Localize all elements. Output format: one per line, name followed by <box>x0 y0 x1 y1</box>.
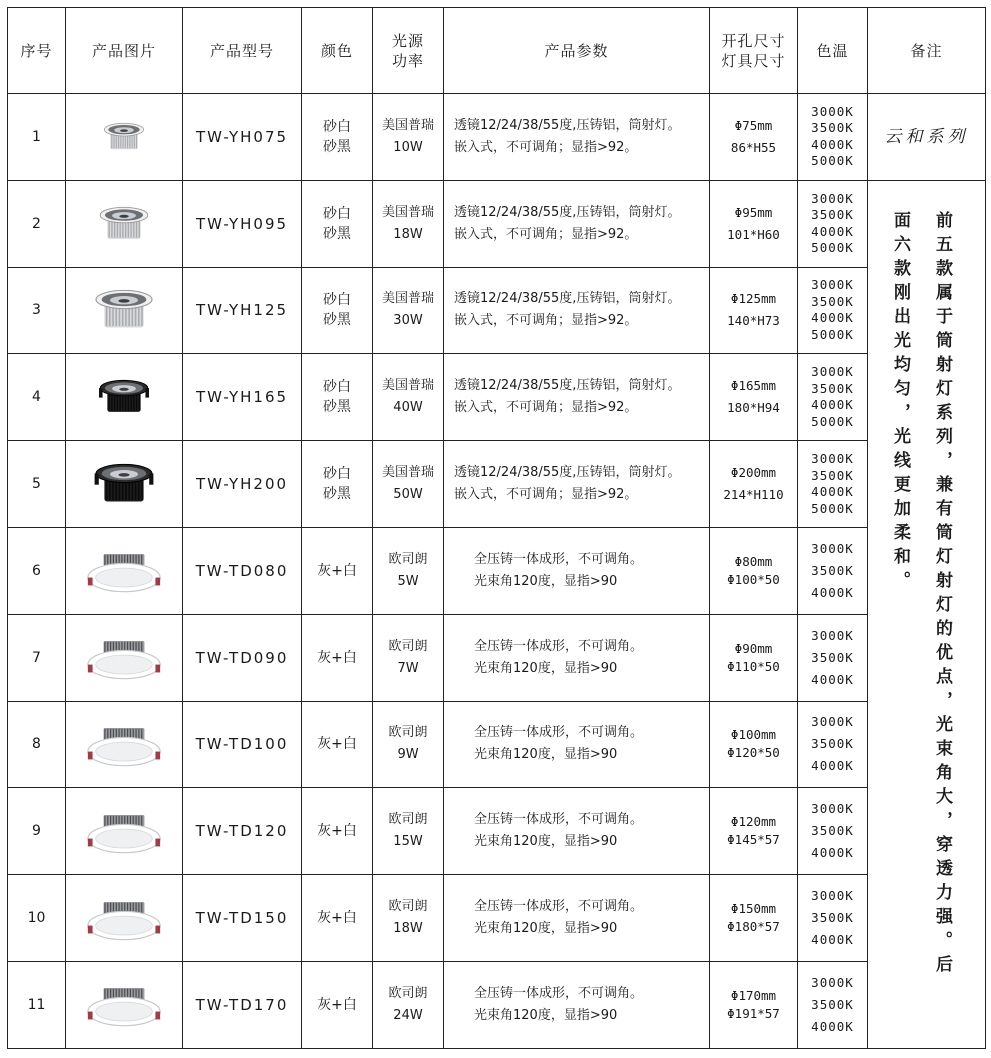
cct-value: 3000K <box>811 190 854 206</box>
cct-value: 3500K <box>811 910 854 926</box>
light-source-brand: 美国普瑞 <box>381 378 434 394</box>
color-option: 灰+白 <box>317 736 357 753</box>
remark-text: 前五款属于筒射灯系列，兼有筒灯射灯的优点，光束角大，穿透力强。后面六款刚出光均匀，光线更加柔和。 <box>890 210 952 979</box>
cct-value: 3500K <box>811 736 854 752</box>
cct-value: 3000K <box>811 451 854 467</box>
fixture-dimension: Φ120*50 <box>727 745 780 761</box>
product-model: TW-TD170 <box>183 961 302 1048</box>
fixture-dimension: Φ100*50 <box>727 571 780 587</box>
param-line: 透镜12/24/38/55度,压铸铝，筒射灯。 <box>454 204 681 220</box>
header-size-line2: 灯具尺寸 <box>721 51 786 70</box>
cct-value: 5000K <box>811 413 854 429</box>
power-value: 18W <box>393 921 423 937</box>
color-option: 砂白 <box>323 379 351 396</box>
cct-value: 3500K <box>811 293 854 309</box>
table-row <box>8 961 986 1048</box>
header-note: 备注 <box>868 8 986 94</box>
row-index: 10 <box>8 875 66 962</box>
fixture-dimension: Φ145*57 <box>727 832 780 848</box>
row-index: 6 <box>8 527 66 614</box>
product-picture-icon <box>79 717 169 772</box>
color-option: 砂白 <box>323 466 351 483</box>
light-source-brand: 美国普瑞 <box>381 117 434 133</box>
cct-value: 4000K <box>811 932 854 948</box>
table-row <box>8 614 986 701</box>
cct-value: 3000K <box>811 540 854 556</box>
table-row <box>8 441 986 528</box>
param-line: 嵌入式，不可调角；显指>92。 <box>454 226 638 242</box>
product-picture <box>66 94 183 181</box>
header-model: 产品型号 <box>183 8 302 94</box>
param-line: 光束角120度，显指>90 <box>474 573 618 589</box>
cct-value: 4000K <box>811 671 854 687</box>
cutout-size <box>710 354 798 441</box>
color-option: 砂白 <box>323 118 351 135</box>
table-row <box>8 267 986 354</box>
table-row <box>8 527 986 614</box>
cct-value: 3000K <box>811 103 854 119</box>
row-index: 4 <box>8 354 66 441</box>
product-color <box>302 875 373 962</box>
table-row <box>8 701 986 788</box>
cct-value: 3500K <box>811 207 854 223</box>
light-source-power <box>373 527 444 614</box>
fixture-dimension: 140*H73 <box>727 313 780 329</box>
product-color <box>302 180 373 267</box>
remark-note <box>868 180 986 1048</box>
color-option: 砂黑 <box>323 138 351 155</box>
product-picture-icon <box>89 280 159 340</box>
row-index: 7 <box>8 614 66 701</box>
power-value: 30W <box>393 313 423 329</box>
fixture-dimension: Φ180*57 <box>727 919 780 935</box>
light-source-power <box>373 180 444 267</box>
light-source-power <box>373 614 444 701</box>
light-source-power <box>373 267 444 354</box>
product-params <box>444 875 710 962</box>
product-color <box>302 94 373 181</box>
cutout-diameter: Φ200mm <box>730 465 777 481</box>
row-index: 8 <box>8 701 66 788</box>
table-row <box>8 180 986 267</box>
color-temperature <box>798 94 868 181</box>
light-source-brand: 欧司朗 <box>388 899 428 915</box>
product-picture <box>66 701 183 788</box>
row-index: 5 <box>8 441 66 528</box>
power-value: 15W <box>393 834 423 850</box>
light-source-power <box>373 961 444 1048</box>
cct-value: 3000K <box>811 714 854 730</box>
row-index: 2 <box>8 180 66 267</box>
product-color <box>302 527 373 614</box>
header-color: 颜色 <box>302 8 373 94</box>
cct-value: 4000K <box>811 758 854 774</box>
table-row <box>8 94 986 181</box>
table-row <box>8 354 986 441</box>
product-params <box>444 701 710 788</box>
power-value: 50W <box>393 487 423 503</box>
cct-value: 3000K <box>811 888 854 904</box>
cct-value: 3000K <box>811 627 854 643</box>
param-line: 透镜12/24/38/55度,压铸铝，筒射灯。 <box>454 465 681 481</box>
cutout-size <box>710 614 798 701</box>
cct-value: 4000K <box>811 310 854 326</box>
light-source-brand: 欧司朗 <box>388 985 428 1001</box>
param-line: 透镜12/24/38/55度,压铸铝，筒射灯。 <box>454 117 681 133</box>
power-value: 5W <box>397 573 419 589</box>
fixture-dimension: Φ191*57 <box>727 1005 780 1021</box>
cct-value: 4000K <box>811 1018 854 1034</box>
table-row <box>8 875 986 962</box>
product-picture-icon <box>89 367 159 427</box>
color-temperature <box>798 354 868 441</box>
light-source-power <box>373 788 444 875</box>
cct-value: 4000K <box>811 397 854 413</box>
param-line: 嵌入式，不可调角；显指>92。 <box>454 313 638 329</box>
fixture-dimension: 180*H94 <box>727 400 780 416</box>
color-option: 砂黑 <box>323 312 351 329</box>
table-row <box>8 788 986 875</box>
product-picture <box>66 961 183 1048</box>
param-line: 全压铸一体成形，不可调角。 <box>474 551 644 567</box>
product-picture-icon <box>79 543 169 598</box>
color-option: 砂黑 <box>323 486 351 503</box>
product-spec-table <box>7 7 986 1049</box>
light-source-power <box>373 875 444 962</box>
product-model: TW-YH095 <box>183 180 302 267</box>
light-source-brand: 欧司朗 <box>388 638 428 654</box>
color-temperature <box>798 527 868 614</box>
product-model: TW-YH200 <box>183 441 302 528</box>
cct-value: 3500K <box>811 823 854 839</box>
product-picture-icon <box>79 804 169 859</box>
cutout-diameter: Φ75mm <box>734 117 773 133</box>
color-temperature <box>798 875 868 962</box>
power-value: 10W <box>393 139 423 155</box>
cutout-diameter: Φ100mm <box>730 727 777 743</box>
cct-value: 3500K <box>811 649 854 665</box>
param-line: 嵌入式，不可调角；显指>92。 <box>454 400 638 416</box>
cct-value: 3500K <box>811 380 854 396</box>
param-line: 全压铸一体成形，不可调角。 <box>474 725 644 741</box>
product-params <box>444 788 710 875</box>
color-temperature <box>798 441 868 528</box>
param-line: 全压铸一体成形，不可调角。 <box>474 812 644 828</box>
product-picture-icon <box>89 454 159 514</box>
cct-value: 5000K <box>811 500 854 516</box>
product-params <box>444 441 710 528</box>
param-line: 光束角120度，显指>90 <box>474 660 618 676</box>
product-color <box>302 788 373 875</box>
fixture-dimension: 86*H55 <box>730 139 777 155</box>
cct-value: 5000K <box>811 240 854 256</box>
param-line: 全压铸一体成形，不可调角。 <box>474 638 644 654</box>
header-size <box>710 8 798 94</box>
row-index: 11 <box>8 961 66 1048</box>
product-color <box>302 961 373 1048</box>
cct-value: 4000K <box>811 845 854 861</box>
color-option: 灰+白 <box>317 649 357 666</box>
product-picture <box>66 875 183 962</box>
cct-value: 3000K <box>811 974 854 990</box>
cct-value: 3500K <box>811 467 854 483</box>
color-option: 砂白 <box>323 205 351 222</box>
cct-value: 3500K <box>811 120 854 136</box>
product-picture-icon <box>79 891 169 946</box>
cutout-diameter: Φ95mm <box>734 204 773 220</box>
cutout-size <box>710 527 798 614</box>
color-temperature <box>798 267 868 354</box>
cct-value: 5000K <box>811 153 854 169</box>
product-model: TW-TD150 <box>183 875 302 962</box>
power-value: 18W <box>393 226 423 242</box>
header-params: 产品参数 <box>444 8 710 94</box>
cutout-size <box>710 961 798 1048</box>
product-picture-icon <box>89 194 159 254</box>
color-option: 灰+白 <box>317 823 357 840</box>
cct-value: 3000K <box>811 801 854 817</box>
product-params <box>444 614 710 701</box>
color-temperature <box>798 788 868 875</box>
color-option: 灰+白 <box>317 562 357 579</box>
header-power-line2: 功率 <box>391 51 424 70</box>
cutout-diameter: Φ165mm <box>730 378 777 394</box>
product-model: TW-TD080 <box>183 527 302 614</box>
header-row <box>8 8 986 94</box>
color-temperature <box>798 701 868 788</box>
product-picture <box>66 441 183 528</box>
cct-value: 4000K <box>811 484 854 500</box>
cutout-diameter: Φ80mm <box>734 553 773 569</box>
light-source-power <box>373 94 444 181</box>
product-model: TW-YH125 <box>183 267 302 354</box>
param-line: 光束角120度，显指>90 <box>474 834 618 850</box>
color-option: 灰+白 <box>317 996 357 1013</box>
product-picture <box>66 180 183 267</box>
product-picture <box>66 354 183 441</box>
product-params <box>444 527 710 614</box>
cct-value: 4000K <box>811 223 854 239</box>
product-model: TW-TD120 <box>183 788 302 875</box>
product-picture <box>66 614 183 701</box>
power-value: 9W <box>397 747 419 763</box>
cutout-diameter: Φ120mm <box>730 814 777 830</box>
color-temperature <box>798 614 868 701</box>
power-value: 24W <box>393 1007 423 1023</box>
header-index: 序号 <box>8 8 66 94</box>
product-color <box>302 441 373 528</box>
power-value: 7W <box>397 660 419 676</box>
product-params <box>444 267 710 354</box>
power-value: 40W <box>393 400 423 416</box>
param-line: 光束角120度，显指>90 <box>474 921 618 937</box>
product-model: TW-TD090 <box>183 614 302 701</box>
header-size-line1: 开孔尺寸 <box>721 31 786 50</box>
product-model: TW-YH165 <box>183 354 302 441</box>
cct-value: 5000K <box>811 326 854 342</box>
product-params <box>444 94 710 181</box>
header-picture: 产品图片 <box>66 8 183 94</box>
product-color <box>302 267 373 354</box>
header-power <box>373 8 444 94</box>
product-picture-icon <box>89 107 159 167</box>
cutout-diameter: Φ170mm <box>730 987 777 1003</box>
product-picture <box>66 788 183 875</box>
cct-value: 3000K <box>811 277 854 293</box>
product-picture-icon <box>79 630 169 685</box>
product-model: TW-YH075 <box>183 94 302 181</box>
row-index: 9 <box>8 788 66 875</box>
light-source-brand: 欧司朗 <box>388 725 428 741</box>
light-source-brand: 美国普瑞 <box>381 291 434 307</box>
product-picture <box>66 267 183 354</box>
light-source-brand: 美国普瑞 <box>381 204 434 220</box>
light-source-power <box>373 441 444 528</box>
cct-value: 3000K <box>811 364 854 380</box>
cutout-size <box>710 788 798 875</box>
product-params <box>444 961 710 1048</box>
param-line: 嵌入式，不可调角；显指>92。 <box>454 139 638 155</box>
param-line: 全压铸一体成形，不可调角。 <box>474 985 644 1001</box>
cct-value: 3500K <box>811 562 854 578</box>
color-option: 砂白 <box>323 292 351 309</box>
product-color <box>302 701 373 788</box>
product-params <box>444 354 710 441</box>
cutout-diameter: Φ150mm <box>730 901 777 917</box>
param-line: 光束角120度，显指>90 <box>474 747 618 763</box>
fixture-dimension: 214*H110 <box>723 487 784 503</box>
row-index: 1 <box>8 94 66 181</box>
fixture-dimension: 101*H60 <box>727 226 780 242</box>
param-line: 透镜12/24/38/55度,压铸铝，筒射灯。 <box>454 291 681 307</box>
param-line: 透镜12/24/38/55度,压铸铝，筒射灯。 <box>454 378 681 394</box>
cutout-size <box>710 875 798 962</box>
light-source-brand: 欧司朗 <box>388 551 428 567</box>
color-temperature <box>798 180 868 267</box>
color-option: 砂黑 <box>323 399 351 416</box>
product-color <box>302 354 373 441</box>
product-params <box>444 180 710 267</box>
product-picture <box>66 527 183 614</box>
cutout-size <box>710 180 798 267</box>
cutout-diameter: Φ90mm <box>734 640 773 656</box>
series-note: 云和系列 <box>868 94 986 181</box>
color-option: 灰+白 <box>317 910 357 927</box>
cutout-size <box>710 94 798 181</box>
cct-value: 4000K <box>811 584 854 600</box>
product-picture-icon <box>79 977 169 1032</box>
cutout-size <box>710 441 798 528</box>
product-color <box>302 614 373 701</box>
color-temperature <box>798 961 868 1048</box>
light-source-power <box>373 701 444 788</box>
cct-value: 4000K <box>811 136 854 152</box>
cutout-size <box>710 267 798 354</box>
cutout-size <box>710 701 798 788</box>
header-cct: 色温 <box>798 8 868 94</box>
product-model: TW-TD100 <box>183 701 302 788</box>
cutout-diameter: Φ125mm <box>730 291 777 307</box>
light-source-power <box>373 354 444 441</box>
header-power-line1: 光源 <box>391 31 424 50</box>
color-option: 砂黑 <box>323 225 351 242</box>
row-index: 3 <box>8 267 66 354</box>
cct-value: 3500K <box>811 996 854 1012</box>
param-line: 光束角120度，显指>90 <box>474 1007 618 1023</box>
light-source-brand: 美国普瑞 <box>381 465 434 481</box>
light-source-brand: 欧司朗 <box>388 812 428 828</box>
param-line: 嵌入式，不可调角；显指>92。 <box>454 487 638 503</box>
fixture-dimension: Φ110*50 <box>727 658 780 674</box>
param-line: 全压铸一体成形，不可调角。 <box>474 899 644 915</box>
